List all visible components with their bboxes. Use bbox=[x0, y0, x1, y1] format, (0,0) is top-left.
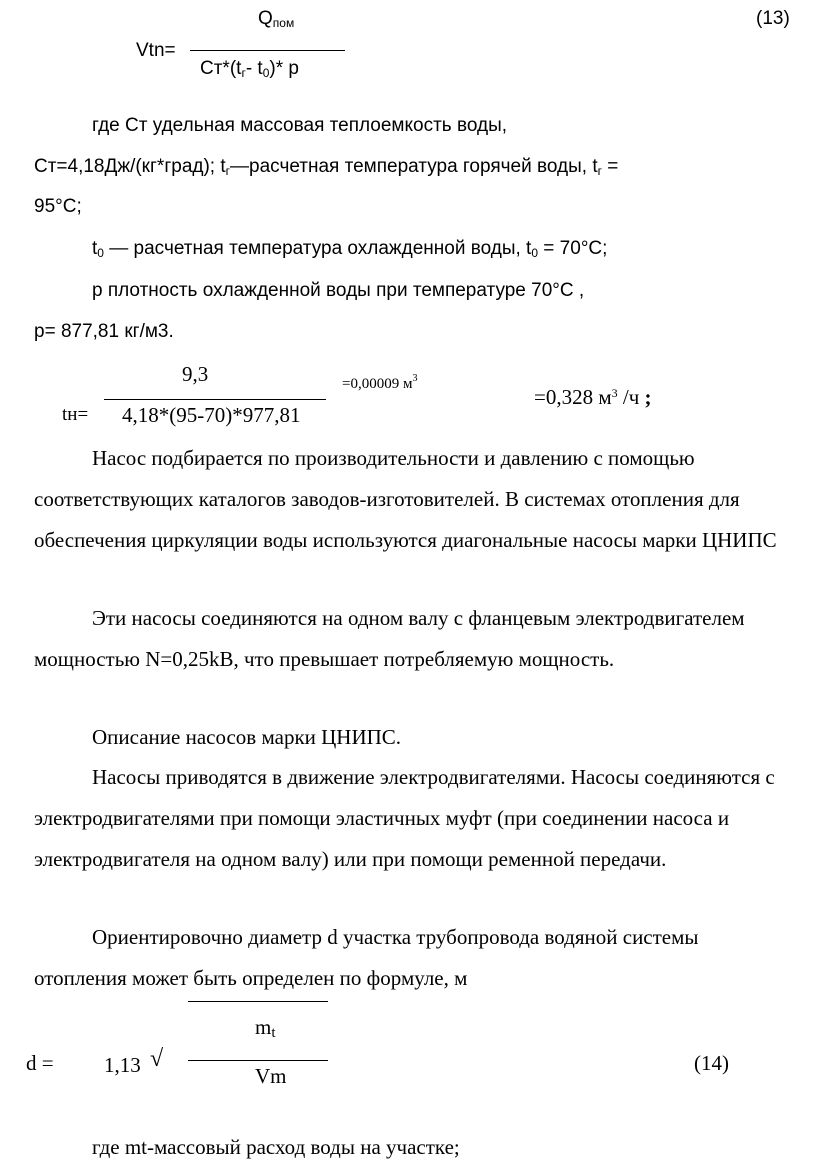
radical-bar bbox=[188, 1001, 328, 1002]
formula-14-numerator: $m_t$ bbox=[255, 1015, 276, 1041]
formula-13-denominator: $Ст*(t_г-$ $t_0)*$ p bbox=[200, 58, 299, 80]
formula-14-denominator: Vm bbox=[255, 1064, 287, 1088]
calc-result-2: =0,328 $м^3$ /ч ; bbox=[534, 385, 652, 409]
paragraph-pump-selection: Насос подбирается по производительности и давлению с помощью соответствующих каталогов заводов-изготовителей. В системах отопления для обеспечения циркуляции воды используются диагональные насосы марки ЦНИПС bbox=[34, 446, 777, 552]
formula-14-number: (14) bbox=[694, 1051, 729, 1075]
fraction-bar bbox=[190, 50, 345, 51]
paragraph-pump-shaft: Эти насосы соединяются на одном валу с фланцевым электродвигателем мощностью N=0,25kB, что превышает потребляемую мощность. bbox=[34, 606, 745, 671]
calc-lhs: tн= bbox=[62, 404, 89, 425]
formula-13-number: (13) bbox=[756, 8, 790, 29]
def-line-4: $t_0$ — расчетная температура охлажденной воды, $t_0 = 70^\circ С$; bbox=[92, 238, 608, 260]
paragraph-diameter: Ориентировочно диаметр d участка трубопровода водяной системы отопления может быть определен по формуле, м bbox=[34, 925, 699, 990]
paragraph-pump-drive: Насосы приводятся в движение электродвигателями. Насосы соединяются с электродвигателями при помощи эластичных муфт (при соединении насоса и электродвигателя на одном валу) или при помощи ременной передачи. bbox=[34, 765, 775, 871]
calc-numerator: 9,3 bbox=[182, 362, 209, 386]
def-line-2: Ст=4,18Дж/(кг*град); $t_г—расчетная$ температура горячей воды, $t_г$ = bbox=[34, 156, 619, 178]
formula-13-numerator: $Q_{пом}$ bbox=[258, 8, 295, 30]
formula-14-lhs: d = bbox=[26, 1051, 54, 1075]
def-line-3: 95°С; bbox=[34, 196, 82, 217]
calc-result-1: =0,00009 $м^3$ bbox=[342, 373, 418, 392]
def-line-1: где Ст удельная массовая теплоемкость воды, bbox=[92, 115, 508, 136]
paragraph-pump-description-title: Описание насосов марки ЦНИПС. bbox=[92, 725, 402, 749]
def-line-5: p плотность охлажденной воды при температуре 70°С , bbox=[92, 280, 585, 301]
def-line-6: p= 877,81 кг/м3. bbox=[34, 321, 174, 342]
fraction-bar bbox=[188, 1060, 328, 1061]
formula-13-lhs: Vtn= bbox=[136, 40, 176, 61]
square-root-icon: √ bbox=[150, 1046, 164, 1072]
calc-denominator: 4,18*(95-70)*977,81 bbox=[122, 403, 301, 427]
paragraph-mt-definition: где mt-массовый расход воды на участке; bbox=[92, 1135, 460, 1159]
formula-14-coefficient: 1,13 bbox=[104, 1053, 141, 1077]
fraction-bar bbox=[104, 399, 326, 400]
